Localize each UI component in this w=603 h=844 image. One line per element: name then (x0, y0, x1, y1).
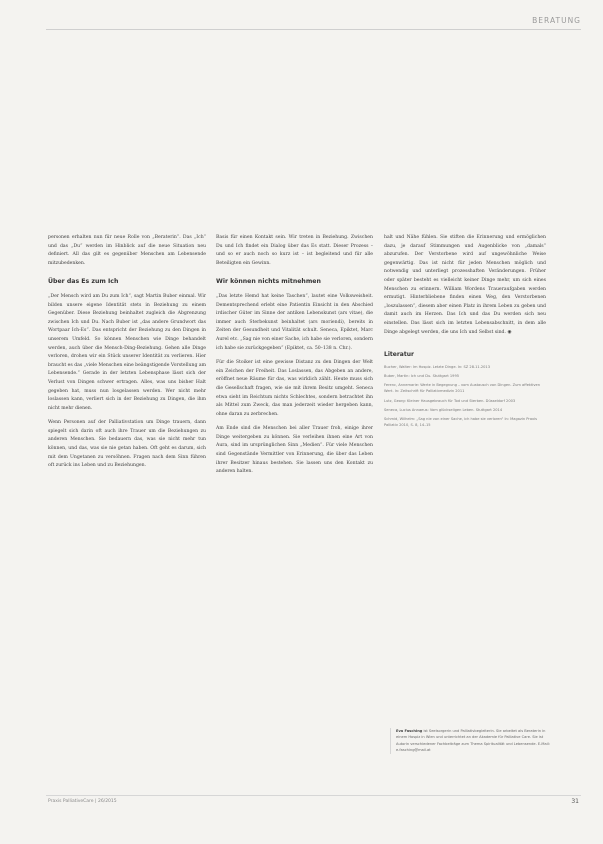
literature-item: Bucher, Walter: Im Hospiz. Letzte Dinge. In: SZ 28.11.2013 (384, 364, 490, 369)
section-header: BERATUNG (532, 16, 581, 25)
header-rule (46, 29, 581, 30)
literature-list (384, 364, 546, 429)
literature-item: Lutz, Georg: Kleiner Hausgebrauch für Tod und Sterben. Düsseldorf 2003 (384, 398, 516, 403)
author-bio (390, 728, 552, 754)
col2-paragraph-3: Am Ende sind die Menschen bei aller Trauer froh, einige ihrer Dinge weitergeben zu können. Sie verleihen ihnen eine Art von Aura, sind im ursprünglichen Sinn „Medien“. Für viele Menschen sind Gegenstände Vermittler von Erinnerung, die über das Leben ihrer Besitzer hinaus bestehen. Sie lassen uns den Kontakt zu anderen halten. (216, 426, 373, 475)
author-name: Eva Fasching (396, 729, 423, 733)
col2-paragraph-2: Für die Stoiker ist eine gewisse Distanz zu den Dingen der Welt ein Zeichen der Freiheit. Das Loslassen, das Abgeben an andere, eröffnet neue Räume für das, was wirklich zählt. Heute muss sich die Gesellschaft fragen, wie sie mit ihrem Besitz umgeht. Seneca etwa sieht im Reichtum nichts Schlechtes, sondern betrachtet ihn als Mittel zum Zweck, das man jederzeit wieder hergeben kann, ohne daran zu zerbrechen. (216, 360, 373, 417)
column-2 (216, 234, 373, 483)
literature-item: Buber, Martin: Ich und Du. Stuttgart 1995 (384, 373, 460, 378)
literature-item: Ferenc, Annemarie: Werte in Begegnung – vom Austausch von Dingen. Zum affektiven Wert. In: Zeitschrift für Palliativmedizin 2011 (384, 383, 541, 394)
footer-rule (46, 795, 581, 796)
footer-publication: Praxis PalliativeCare | 26/2015 (48, 799, 117, 804)
col2-paragraph-1: „Das letzte Hemd hat keine Taschen“, lautet eine Volksweisheit. Dementsprechend erlebt eine Patientin Einsicht in den Abschied irdischer Güter im Sinne der antiken Lebenskunst (ars vitae), die immer auch Sterbekunst beinhaltet (ars moriendi), bereits in Zeiten der Gesundheit und Vitalität schult. Seneca, Epiktet, Marc Aurel etc. „Sag nie von einer Sache, ich habe sie verloren, sondern ich habe sie zurückgegeben“ (Epiktet, ca. 50–138 n. Chr.). (216, 293, 373, 351)
page-number: 31 (571, 798, 579, 805)
author-bio-text: ist Seelsorgerin und Palliativbegleiterin. Sie arbeitet als Beraterin in einem Hospiz in Wien und unterrichtet an der Akademie für Palliative Care. Sie ist Autorin verschiedener Fachbeiträge zum Thema Spiritualität und Lebensende. E-Mail: e.fasching@mail.at (396, 729, 550, 753)
col1-paragraph-2: Wenn Personen auf der Palliativstation um Dinge trauern, dann spiegelt sich darin oft auch ihre Trauer um die Beziehungen zu anderen Menschen. Sie bedauern das, was sie nicht mehr tun können, und das, was sie nie getan haben. Oft geht es darum, sich mit dem Ungetanen zu versöhnen. Fragen nach dem Sinn führen oft zurück ins Leben und zu Beziehungen. (48, 420, 206, 469)
column-1 (48, 234, 206, 477)
col1-intro: personen erhalten nun für neue Rolle von „Beraterin“. Das „Ich“ und das „Du“ werden im Hinblick auf die neue Situation neu definiert. All das gilt es gegenüber Menschen am Lebensende mitzubedenken. (48, 235, 206, 266)
literature-item: Seneca, Lucius Annaeus: Vom glückseligen Leben. Stuttgart 2014 (384, 407, 503, 412)
literature-item: Schmid, Wilhelm: „Sag nie von einer Sache, ich habe sie verloren“ In: Magazin Praxis Palliativ 2010, S. 8, 14–15 (384, 416, 538, 428)
col1-paragraph-1: „Der Mensch wird am Du zum Ich“, sagt Martin Buber einmal. Wir bilden unsere eigene Identität stets in Beziehung zu einem Gegenüber. Diese Beziehung beinhaltet zugleich die Abgrenzung zwischen Ich und Du. Nach Buber ist „das andere Grundwort das Wortpaar Ich-Es“. Das entspricht der Beziehung zu den Dingen in unserem Umfeld. So können Menschen wie Dinge behandelt werden, auch über die Mensch-Ding-Beziehung. Gehen alle Dinge verloren, drohen wir ein Stück unserer Identität zu verlieren. Hier braucht es das „viele Menschen eine beängstigende Vorstellung am Lebensende.“ Gerade in der letzten Lebensphase lässt sich der Verlust von Dingen schwer ertragen. Alles, was uns bisher Halt gegeben hat, muss nun losgelassen werden. Wer nicht mehr loslassen kann, verliert sich in der Beziehung zu Dingen, die ihm nicht mehr dienen. (48, 293, 207, 411)
column-3 (384, 234, 546, 431)
col3-intro-text: halt und Nähe fühlen. Sie stiften die Erinnerung und ermöglichen dazu, je darauf Stimmungen und Augenblicke von „damals“ abzurufen. Der Verstorbene wird auf ungewöhnliche Weise gegenwärtig. Das ist nicht für jeden Menschen möglich und notwendig und unterliegt prozesshaften Veränderungen. Früher oder später besteht es vielleicht keiner Dinge mehr, um sich eines Menschen zu erinnern. William Wordens Traueraufgaben werden ermutigt. Hinterbliebene finden einen Weg, den Verstorbenen „loszulassen“, diesem aber einen Platz in ihrem Leben zu geben und damit auch im Herzen. Das Ich und das Du werden sich neu einstellen. Das lässt sich im letzten Lebensabschnitt, in dem alle Dinge abgelegt werden, die uns Ich und Selbst sind. (384, 235, 546, 335)
col1-subhead: Über das Es zum Ich (48, 278, 119, 286)
end-mark-icon: ◉ (507, 329, 512, 335)
col2-subhead: Wir können nichts mitnehmen (216, 278, 321, 286)
col3-intro (384, 234, 546, 337)
literature-title: Literatur (384, 351, 414, 359)
col2-intro: Basis für einen Kontakt sein. Wir treten in Beziehung. Zwischen Du und Ich findet ein Dialog über das Es statt. Dieser Prozess – und so er auch noch so kurz ist – ist begleitend und für alle Beteiligten ein Gewinn. (216, 235, 373, 266)
